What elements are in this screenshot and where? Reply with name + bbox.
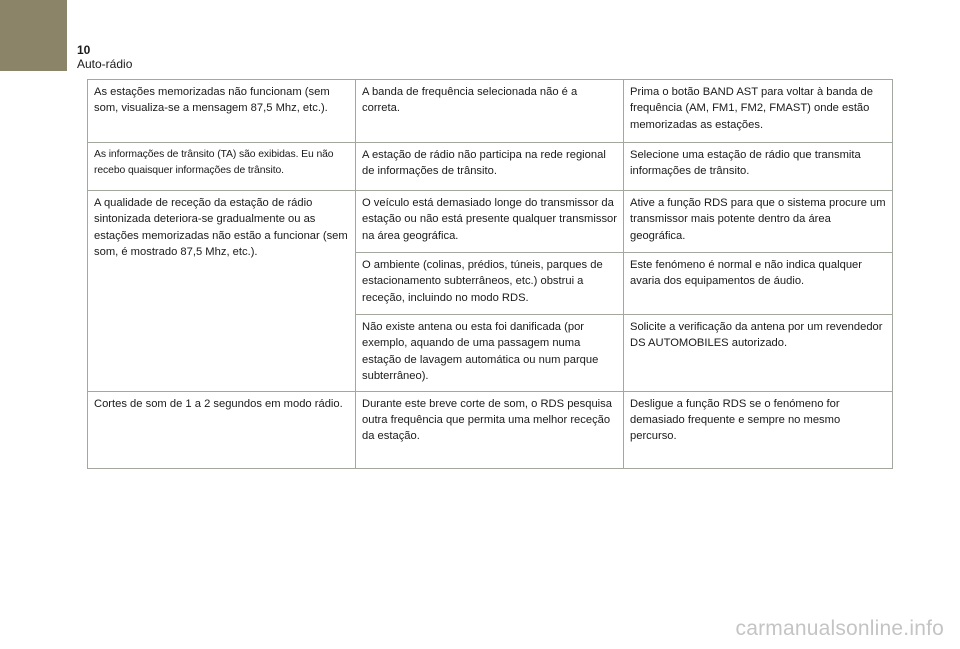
solution-text: Solicite a verificação da antena por um revendedor DS AUTOMOBILES autorizado. [630, 321, 883, 350]
site-watermark: carmanualsonline.info [735, 617, 944, 640]
problem-text: Cortes de som de 1 a 2 segundos em modo rádio. [94, 397, 343, 410]
chapter-color-tab [0, 0, 67, 71]
cause-cell [356, 253, 624, 315]
solution-cell [624, 143, 893, 191]
solution-text: Ative a função RDS para que o sistema procure um transmissor mais potente dentro da área geográfica. [630, 197, 886, 242]
troubleshooting-table [87, 79, 893, 469]
solution-cell [624, 391, 893, 468]
solution-cell [624, 80, 893, 143]
problem-cell [88, 80, 356, 143]
solution-text: Prima o botão BAND AST para voltar à banda de frequência (AM, FM1, FM2, FMAST) onde estão memorizadas as estações. [630, 86, 873, 131]
solution-text: Desligue a função RDS se o fenómeno for demasiado frequente e sempre no mesmo percurso. [630, 397, 841, 443]
cause-cell [356, 391, 624, 468]
problem-cell [88, 391, 356, 468]
cause-text: Durante este breve corte de som, o RDS pesquisa outra frequência que permita uma melhor receção da estação. [362, 397, 612, 443]
cause-text: O ambiente (colinas, prédios, túneis, parques de estacionamento subterrâneos, etc.) obstrui a receção, incluindo no modo RDS. [362, 259, 603, 304]
problem-cell [88, 191, 356, 392]
cause-cell [356, 80, 624, 143]
table-row [88, 391, 893, 468]
cause-text: O veículo está demasiado longe do transmissor da estação ou não está presente qualquer transmissor na área geográfica. [362, 197, 617, 242]
solution-cell [624, 191, 893, 253]
section-title: Auto-rádio [77, 57, 133, 71]
cause-text: A banda de frequência selecionada não é a correta. [362, 86, 578, 115]
cause-cell [356, 315, 624, 392]
cause-text: A estação de rádio não participa na rede regional de informações de trânsito. [362, 149, 606, 178]
cause-cell [356, 191, 624, 253]
problem-cell [88, 143, 356, 191]
problem-text: As informações de trânsito (TA) são exibidas. Eu não recebo quaisquer informações de trânsito. [94, 149, 334, 177]
page-number: 10 [77, 43, 91, 57]
table-row [88, 143, 893, 191]
problem-text: As estações memorizadas não funcionam (sem som, visualiza-se a mensagem 87,5 Mhz, etc.). [94, 86, 330, 115]
solution-cell [624, 253, 893, 315]
solution-text: Selecione uma estação de rádio que transmita informações de trânsito. [630, 149, 861, 178]
problem-text: A qualidade de receção da estação de rádio sintonizada deteriora-se gradualmente ou as estações memorizadas não estão a funcionar (sem som, é mostrado 87,5 Mhz, etc.). [94, 197, 348, 259]
cause-text: Não existe antena ou esta foi danificada (por exemplo, aquando de uma passagem numa estação de lavagem automática ou num parque subterrâneo). [362, 321, 599, 383]
solution-cell [624, 315, 893, 392]
cause-cell [356, 143, 624, 191]
table-row [88, 80, 893, 143]
solution-text: Este fenómeno é normal e não indica qualquer avaria dos equipamentos de áudio. [630, 259, 862, 288]
table-row [88, 191, 893, 253]
